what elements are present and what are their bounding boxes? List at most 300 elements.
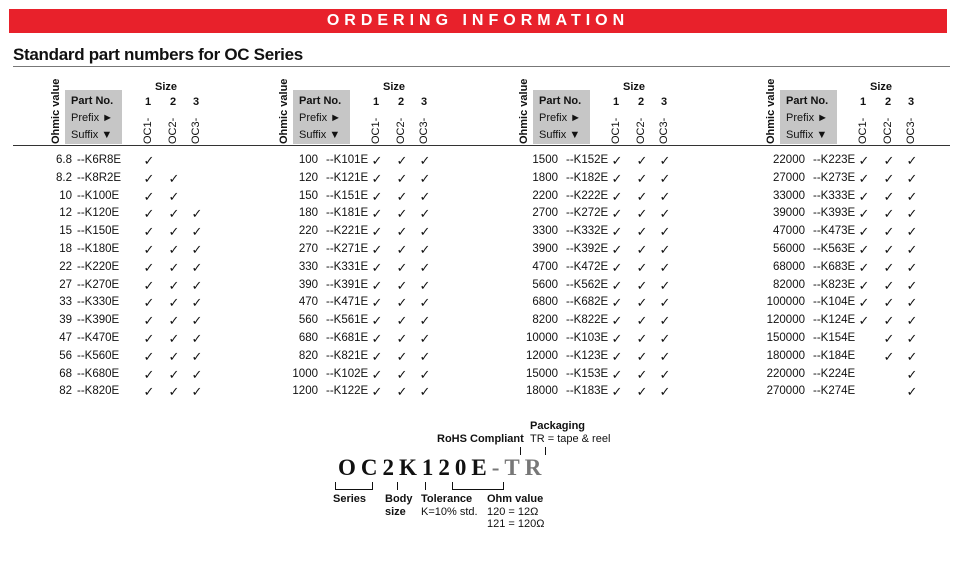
size-code: OC3- bbox=[418, 117, 430, 144]
part-number: --K330E bbox=[77, 296, 120, 309]
check-icon: ✓ bbox=[906, 206, 918, 222]
ohmic-value: 10000 bbox=[526, 331, 558, 344]
check-icon: ✓ bbox=[143, 188, 155, 204]
check-icon: ✓ bbox=[371, 170, 383, 186]
code-suffix: -TR bbox=[491, 455, 547, 480]
part-number: --K224E bbox=[813, 367, 856, 380]
part-number: --K392E bbox=[566, 242, 609, 255]
size-column-header bbox=[394, 96, 408, 144]
check-icon: ✓ bbox=[883, 224, 895, 240]
check-icon: ✓ bbox=[419, 295, 431, 311]
part-number: --K152E bbox=[566, 154, 609, 166]
check-icon: ✓ bbox=[168, 330, 180, 346]
check-icon: ✓ bbox=[143, 366, 155, 382]
suffix-label: Suffix ▼ bbox=[299, 129, 341, 141]
part-number: --K121E bbox=[326, 171, 369, 184]
check-icon: ✓ bbox=[636, 241, 648, 257]
part-number: --K153E bbox=[566, 367, 609, 380]
check-icon: ✓ bbox=[883, 277, 895, 293]
size-number: 1 bbox=[144, 96, 152, 108]
code-main: OC2K120E bbox=[338, 455, 492, 480]
check-icon: ✓ bbox=[611, 313, 623, 329]
ohmic-value: 180 bbox=[298, 207, 318, 220]
tolerance-description: K=10% std. bbox=[421, 506, 478, 518]
ohmic-value: 15000 bbox=[526, 367, 558, 380]
body-tick bbox=[397, 482, 398, 490]
part-number: --K8R2E bbox=[77, 171, 122, 184]
part-no-label: Part No. bbox=[786, 95, 829, 107]
check-icon: ✓ bbox=[168, 188, 180, 204]
size-column-header bbox=[856, 96, 870, 144]
check-icon: ✓ bbox=[371, 153, 383, 168]
part-no-label: Part No. bbox=[299, 95, 342, 107]
part-no-header bbox=[533, 90, 590, 144]
ohmic-value-header bbox=[278, 74, 292, 144]
part-number: --K562E bbox=[566, 278, 609, 291]
check-icon: ✓ bbox=[191, 224, 203, 240]
check-icon: ✓ bbox=[143, 330, 155, 346]
check-icon: ✓ bbox=[371, 366, 383, 382]
check-icon: ✓ bbox=[906, 366, 918, 382]
check-icon: ✓ bbox=[636, 313, 648, 329]
part-number: --K561E bbox=[326, 314, 369, 327]
size-column-header bbox=[141, 96, 155, 144]
check-icon: ✓ bbox=[396, 366, 408, 382]
example-part-code bbox=[338, 455, 546, 481]
check-icon: ✓ bbox=[636, 366, 648, 382]
check-icon: ✓ bbox=[636, 259, 648, 275]
check-icon: ✓ bbox=[143, 384, 155, 400]
check-icon: ✓ bbox=[371, 206, 383, 222]
rohs-tick bbox=[520, 447, 521, 455]
part-number: --K271E bbox=[326, 242, 369, 255]
check-icon: ✓ bbox=[611, 330, 623, 346]
check-icon: ✓ bbox=[371, 224, 383, 240]
ohmic-value: 39 bbox=[59, 314, 72, 327]
check-icon: ✓ bbox=[883, 153, 895, 168]
size-number: 3 bbox=[420, 96, 428, 108]
check-icon: ✓ bbox=[191, 348, 203, 364]
size-label: size bbox=[385, 506, 406, 518]
size-column-header bbox=[417, 96, 431, 144]
ohmic-value: 2200 bbox=[532, 189, 558, 202]
check-icon: ✓ bbox=[906, 384, 918, 400]
check-icon: ✓ bbox=[419, 330, 431, 346]
check-icon: ✓ bbox=[611, 153, 623, 168]
part-no-label: Part No. bbox=[539, 95, 582, 107]
check-icon: ✓ bbox=[191, 277, 203, 293]
check-icon: ✓ bbox=[191, 295, 203, 311]
check-icon: ✓ bbox=[858, 259, 870, 275]
check-icon: ✓ bbox=[636, 295, 648, 311]
check-icon: ✓ bbox=[168, 384, 180, 400]
part-number-diagram bbox=[330, 420, 650, 540]
size-number: 3 bbox=[660, 96, 668, 108]
part-number: --K180E bbox=[77, 242, 120, 255]
size-number: 1 bbox=[612, 96, 620, 108]
part-number: --K182E bbox=[566, 171, 609, 184]
check-icon: ✓ bbox=[143, 170, 155, 186]
check-icon: ✓ bbox=[611, 366, 623, 382]
check-icon: ✓ bbox=[191, 330, 203, 346]
ohmic-value: 5600 bbox=[532, 278, 558, 291]
divider bbox=[13, 66, 950, 67]
size-code: OC1- bbox=[370, 117, 382, 144]
ohmic-value: 47 bbox=[59, 331, 72, 344]
part-number: --K150E bbox=[77, 225, 120, 238]
size-column-header bbox=[881, 96, 895, 144]
ohm-bracket bbox=[452, 489, 504, 490]
size-header: Size bbox=[383, 81, 406, 93]
check-icon: ✓ bbox=[636, 330, 648, 346]
ohmic-value: 47000 bbox=[773, 225, 805, 238]
check-icon: ✓ bbox=[143, 224, 155, 240]
series-label: Series bbox=[333, 493, 367, 505]
part-number: --K6R8E bbox=[77, 154, 122, 166]
ohmic-value: 680 bbox=[298, 331, 318, 344]
ohmic-value: 33 bbox=[59, 296, 72, 309]
size-number: 3 bbox=[907, 96, 915, 108]
check-icon: ✓ bbox=[659, 188, 671, 204]
check-icon: ✓ bbox=[659, 277, 671, 293]
part-number: --K822E bbox=[566, 314, 609, 327]
ohmic-value: 10 bbox=[59, 189, 72, 202]
size-code: OC1- bbox=[857, 117, 869, 144]
ohmic-value: 8200 bbox=[532, 314, 558, 327]
check-icon: ✓ bbox=[906, 241, 918, 257]
check-icon: ✓ bbox=[906, 153, 918, 168]
check-icon: ✓ bbox=[396, 241, 408, 257]
part-number: --K124E bbox=[813, 314, 856, 327]
check-icon: ✓ bbox=[143, 206, 155, 222]
part-number: --K270E bbox=[77, 278, 120, 291]
suffix-label: Suffix ▼ bbox=[71, 129, 113, 141]
check-icon: ✓ bbox=[883, 170, 895, 186]
ohmic-value: 68000 bbox=[773, 260, 805, 273]
check-icon: ✓ bbox=[636, 153, 648, 168]
tolerance-tick bbox=[425, 482, 426, 490]
part-number: --K151E bbox=[326, 189, 369, 202]
check-icon: ✓ bbox=[906, 277, 918, 293]
ohmic-value-label: Ohmic value bbox=[518, 78, 530, 144]
check-icon: ✓ bbox=[858, 188, 870, 204]
check-icon: ✓ bbox=[906, 170, 918, 186]
ohmic-value-header bbox=[518, 74, 532, 144]
size-code: OC2- bbox=[167, 117, 179, 144]
check-icon: ✓ bbox=[611, 170, 623, 186]
check-icon: ✓ bbox=[143, 259, 155, 275]
check-icon: ✓ bbox=[611, 348, 623, 364]
check-icon: ✓ bbox=[396, 330, 408, 346]
check-icon: ✓ bbox=[419, 259, 431, 275]
size-column-header bbox=[166, 96, 180, 144]
size-code: OC3- bbox=[190, 117, 202, 144]
check-icon: ✓ bbox=[396, 313, 408, 329]
part-no-label: Part No. bbox=[71, 95, 114, 107]
part-number: --K393E bbox=[813, 207, 856, 220]
check-icon: ✓ bbox=[906, 313, 918, 329]
check-icon: ✓ bbox=[419, 170, 431, 186]
ohmic-value: 1200 bbox=[292, 385, 318, 398]
ohmic-value: 12 bbox=[59, 207, 72, 220]
check-icon: ✓ bbox=[191, 366, 203, 382]
ohmic-value: 180000 bbox=[766, 349, 805, 362]
part-number: --K223E bbox=[813, 154, 856, 166]
check-icon: ✓ bbox=[143, 153, 155, 168]
check-icon: ✓ bbox=[906, 348, 918, 364]
check-icon: ✓ bbox=[419, 206, 431, 222]
ohmic-value: 56000 bbox=[773, 242, 805, 255]
ohmic-value: 150 bbox=[298, 189, 318, 202]
check-icon: ✓ bbox=[419, 241, 431, 257]
ohmic-value: 56 bbox=[59, 349, 72, 362]
check-icon: ✓ bbox=[168, 259, 180, 275]
ohmic-value: 1800 bbox=[532, 171, 558, 184]
part-number: --K332E bbox=[566, 225, 609, 238]
size-column-header bbox=[369, 96, 383, 144]
check-icon: ✓ bbox=[883, 259, 895, 275]
ohmic-value: 18000 bbox=[526, 385, 558, 398]
check-icon: ✓ bbox=[883, 348, 895, 364]
ohmic-value-label: Ohmic value bbox=[765, 78, 777, 144]
check-icon: ✓ bbox=[636, 277, 648, 293]
check-icon: ✓ bbox=[419, 153, 431, 168]
size-number: 1 bbox=[859, 96, 867, 108]
part-number: --K123E bbox=[566, 349, 609, 362]
check-icon: ✓ bbox=[611, 277, 623, 293]
check-icon: ✓ bbox=[143, 313, 155, 329]
ohmic-value: 100000 bbox=[766, 296, 805, 309]
part-number: --K101E bbox=[326, 154, 369, 166]
check-icon: ✓ bbox=[636, 384, 648, 400]
ohmic-value: 4700 bbox=[532, 260, 558, 273]
check-icon: ✓ bbox=[611, 224, 623, 240]
check-icon: ✓ bbox=[371, 295, 383, 311]
check-icon: ✓ bbox=[659, 241, 671, 257]
check-icon: ✓ bbox=[883, 330, 895, 346]
check-icon: ✓ bbox=[396, 277, 408, 293]
check-icon: ✓ bbox=[659, 366, 671, 382]
ohmic-value: 33000 bbox=[773, 189, 805, 202]
ohmic-value: 22 bbox=[59, 260, 72, 273]
ohmic-value: 150000 bbox=[766, 331, 805, 344]
size-code: OC1- bbox=[142, 117, 154, 144]
check-icon: ✓ bbox=[659, 224, 671, 240]
size-column-header bbox=[189, 96, 203, 144]
check-icon: ✓ bbox=[396, 259, 408, 275]
check-icon: ✓ bbox=[883, 188, 895, 204]
part-number: --K681E bbox=[326, 331, 369, 344]
size-code: OC1- bbox=[610, 117, 622, 144]
ohmic-value: 390 bbox=[298, 278, 318, 291]
check-icon: ✓ bbox=[659, 153, 671, 168]
size-number: 2 bbox=[169, 96, 177, 108]
check-icon: ✓ bbox=[858, 241, 870, 257]
check-icon: ✓ bbox=[396, 188, 408, 204]
ohmic-value: 82000 bbox=[773, 278, 805, 291]
check-icon: ✓ bbox=[883, 295, 895, 311]
check-icon: ✓ bbox=[611, 241, 623, 257]
size-code: OC2- bbox=[882, 117, 894, 144]
check-icon: ✓ bbox=[883, 241, 895, 257]
part-table-block bbox=[278, 74, 508, 404]
ohmic-value-header bbox=[50, 74, 64, 144]
part-number: --K120E bbox=[77, 207, 120, 220]
check-icon: ✓ bbox=[371, 313, 383, 329]
ohmic-value: 3900 bbox=[532, 242, 558, 255]
ohmic-value: 470 bbox=[298, 296, 318, 309]
check-icon: ✓ bbox=[371, 330, 383, 346]
check-icon: ✓ bbox=[371, 259, 383, 275]
check-icon: ✓ bbox=[906, 224, 918, 240]
check-icon: ✓ bbox=[659, 330, 671, 346]
part-number: --K331E bbox=[326, 260, 369, 273]
check-icon: ✓ bbox=[419, 384, 431, 400]
check-icon: ✓ bbox=[906, 259, 918, 275]
check-icon: ✓ bbox=[371, 188, 383, 204]
check-icon: ✓ bbox=[858, 313, 870, 329]
ohmic-value: 1000 bbox=[292, 367, 318, 380]
suffix-label: Suffix ▼ bbox=[786, 129, 828, 141]
check-icon: ✓ bbox=[168, 206, 180, 222]
check-icon: ✓ bbox=[191, 313, 203, 329]
series-bracket bbox=[335, 489, 373, 490]
size-code: OC2- bbox=[635, 117, 647, 144]
part-number: --K222E bbox=[566, 189, 609, 202]
check-icon: ✓ bbox=[168, 277, 180, 293]
check-icon: ✓ bbox=[168, 366, 180, 382]
check-icon: ✓ bbox=[396, 170, 408, 186]
check-icon: ✓ bbox=[858, 277, 870, 293]
tolerance-label: Tolerance bbox=[421, 493, 473, 505]
size-column-header bbox=[634, 96, 648, 144]
part-number: --K273E bbox=[813, 171, 856, 184]
prefix-label: Prefix ► bbox=[71, 112, 114, 124]
ohm-example-1: 120 = 12Ω bbox=[487, 506, 539, 518]
check-icon: ✓ bbox=[371, 384, 383, 400]
check-icon: ✓ bbox=[419, 188, 431, 204]
part-number: --K104E bbox=[813, 296, 856, 309]
part-number: --K181E bbox=[326, 207, 369, 220]
ohmic-value: 12000 bbox=[526, 349, 558, 362]
part-number: --K563E bbox=[813, 242, 856, 255]
check-icon: ✓ bbox=[858, 224, 870, 240]
ohmic-value: 6.8 bbox=[56, 154, 72, 166]
ohmic-value: 39000 bbox=[773, 207, 805, 220]
check-icon: ✓ bbox=[143, 241, 155, 257]
part-number: --K154E bbox=[813, 331, 856, 344]
part-number: --K103E bbox=[566, 331, 609, 344]
size-code: OC3- bbox=[905, 117, 917, 144]
part-number: --K390E bbox=[77, 314, 120, 327]
part-number: --K100E bbox=[77, 189, 120, 202]
ohmic-value: 68 bbox=[59, 367, 72, 380]
check-icon: ✓ bbox=[396, 224, 408, 240]
part-number: --K470E bbox=[77, 331, 120, 344]
part-table-block bbox=[518, 74, 748, 404]
prefix-label: Prefix ► bbox=[786, 112, 829, 124]
part-number: --K391E bbox=[326, 278, 369, 291]
check-icon: ✓ bbox=[191, 384, 203, 400]
ohmic-value: 270000 bbox=[766, 385, 805, 398]
check-icon: ✓ bbox=[858, 153, 870, 168]
check-icon: ✓ bbox=[396, 384, 408, 400]
part-number: --K683E bbox=[813, 260, 856, 273]
check-icon: ✓ bbox=[883, 206, 895, 222]
part-number: --K184E bbox=[813, 349, 856, 362]
ohmic-value: 6800 bbox=[532, 296, 558, 309]
ohmic-value: 15 bbox=[59, 225, 72, 238]
suffix-label: Suffix ▼ bbox=[539, 129, 581, 141]
ohmic-value: 560 bbox=[298, 314, 318, 327]
check-icon: ✓ bbox=[659, 170, 671, 186]
size-number: 1 bbox=[372, 96, 380, 108]
ohmic-value: 27 bbox=[59, 278, 72, 291]
size-column-header bbox=[609, 96, 623, 144]
ohm-value-label: Ohm value bbox=[487, 493, 544, 505]
size-code: OC3- bbox=[658, 117, 670, 144]
size-column-header bbox=[657, 96, 671, 144]
ohmic-value: 2700 bbox=[532, 207, 558, 220]
part-no-header bbox=[780, 90, 837, 144]
part-number: --K560E bbox=[77, 349, 120, 362]
ohmic-value: 270 bbox=[298, 242, 318, 255]
check-icon: ✓ bbox=[611, 206, 623, 222]
check-icon: ✓ bbox=[659, 295, 671, 311]
check-icon: ✓ bbox=[419, 313, 431, 329]
check-icon: ✓ bbox=[168, 241, 180, 257]
ohmic-value: 3300 bbox=[532, 225, 558, 238]
packaging-description: TR = tape & reel bbox=[530, 433, 611, 445]
check-icon: ✓ bbox=[191, 241, 203, 257]
check-icon: ✓ bbox=[371, 277, 383, 293]
check-icon: ✓ bbox=[191, 259, 203, 275]
part-number: --K820E bbox=[77, 385, 120, 398]
check-icon: ✓ bbox=[168, 348, 180, 364]
check-icon: ✓ bbox=[906, 330, 918, 346]
part-number: --K471E bbox=[326, 296, 369, 309]
ohmic-value: 220 bbox=[298, 225, 318, 238]
ohmic-value: 220000 bbox=[766, 367, 805, 380]
part-number: --K221E bbox=[326, 225, 369, 238]
ohmic-value-header bbox=[765, 74, 779, 144]
ohmic-value-label: Ohmic value bbox=[50, 78, 62, 144]
check-icon: ✓ bbox=[611, 259, 623, 275]
check-icon: ✓ bbox=[636, 170, 648, 186]
check-icon: ✓ bbox=[191, 206, 203, 222]
check-icon: ✓ bbox=[419, 277, 431, 293]
check-icon: ✓ bbox=[858, 295, 870, 311]
size-header: Size bbox=[870, 81, 893, 93]
check-icon: ✓ bbox=[659, 206, 671, 222]
part-number: --K680E bbox=[77, 367, 120, 380]
check-icon: ✓ bbox=[143, 295, 155, 311]
check-icon: ✓ bbox=[371, 348, 383, 364]
ohmic-value: 1500 bbox=[532, 154, 558, 166]
size-header: Size bbox=[623, 81, 646, 93]
check-icon: ✓ bbox=[168, 313, 180, 329]
check-icon: ✓ bbox=[611, 295, 623, 311]
check-icon: ✓ bbox=[858, 206, 870, 222]
part-number: --K102E bbox=[326, 367, 369, 380]
ohmic-value: 82 bbox=[59, 385, 72, 398]
check-icon: ✓ bbox=[419, 348, 431, 364]
packaging-label: Packaging bbox=[530, 420, 586, 432]
ohmic-value: 820 bbox=[298, 349, 318, 362]
part-number: --K333E bbox=[813, 189, 856, 202]
part-number: --K122E bbox=[326, 385, 369, 398]
part-table-block bbox=[765, 74, 960, 404]
